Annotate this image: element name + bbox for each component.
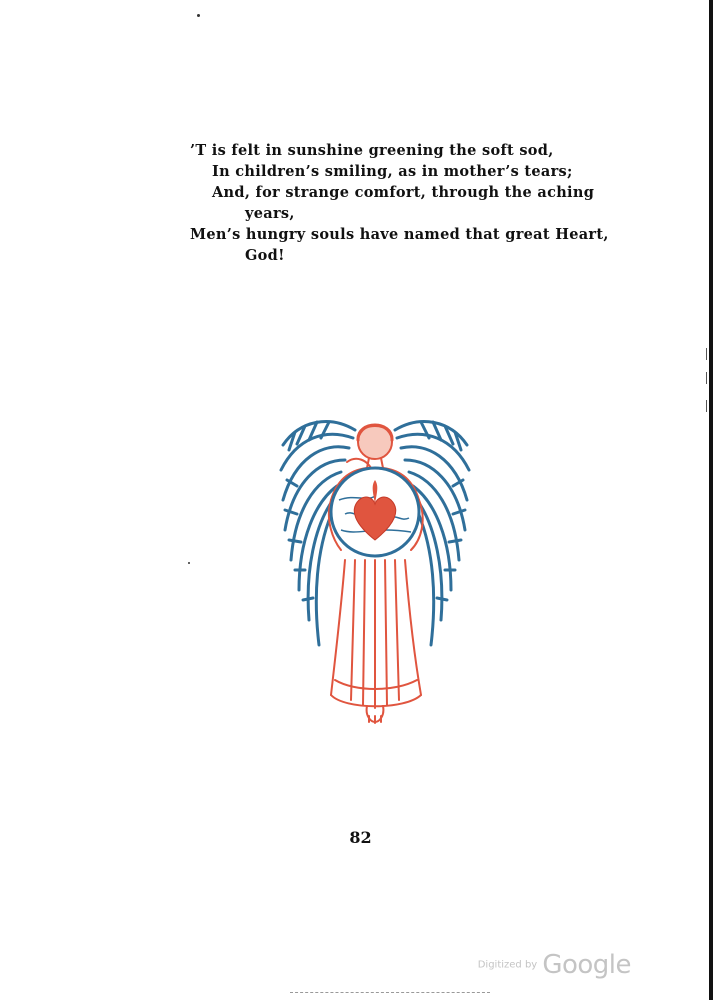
orb bbox=[331, 468, 419, 556]
edge-mark bbox=[706, 372, 707, 384]
poem-stanza bbox=[190, 140, 609, 266]
poem-line: And, for strange comfort, through the aching bbox=[212, 184, 595, 201]
google-logo: Google bbox=[542, 950, 631, 980]
angel-illustration bbox=[275, 410, 475, 728]
page-number: 82 bbox=[349, 828, 372, 847]
ink-speck bbox=[188, 562, 190, 564]
poem-line: years, bbox=[245, 205, 295, 222]
digitized-watermark bbox=[478, 950, 631, 980]
ink-speck bbox=[197, 14, 200, 17]
watermark-prefix: Digitized by bbox=[477, 959, 538, 971]
page-edge-line bbox=[709, 0, 713, 1000]
scan-artifact-dashes bbox=[290, 992, 490, 995]
poem-line: God! bbox=[245, 247, 285, 264]
poem-line: Men’s hungry souls have named that great Heart, bbox=[190, 226, 609, 243]
poem-line: In children’s smiling, as in mother’s tears; bbox=[212, 163, 573, 180]
poem-line: ’T is felt in sunshine greening the soft sod, bbox=[190, 142, 554, 159]
edge-mark bbox=[706, 400, 707, 412]
edge-mark bbox=[706, 348, 707, 360]
